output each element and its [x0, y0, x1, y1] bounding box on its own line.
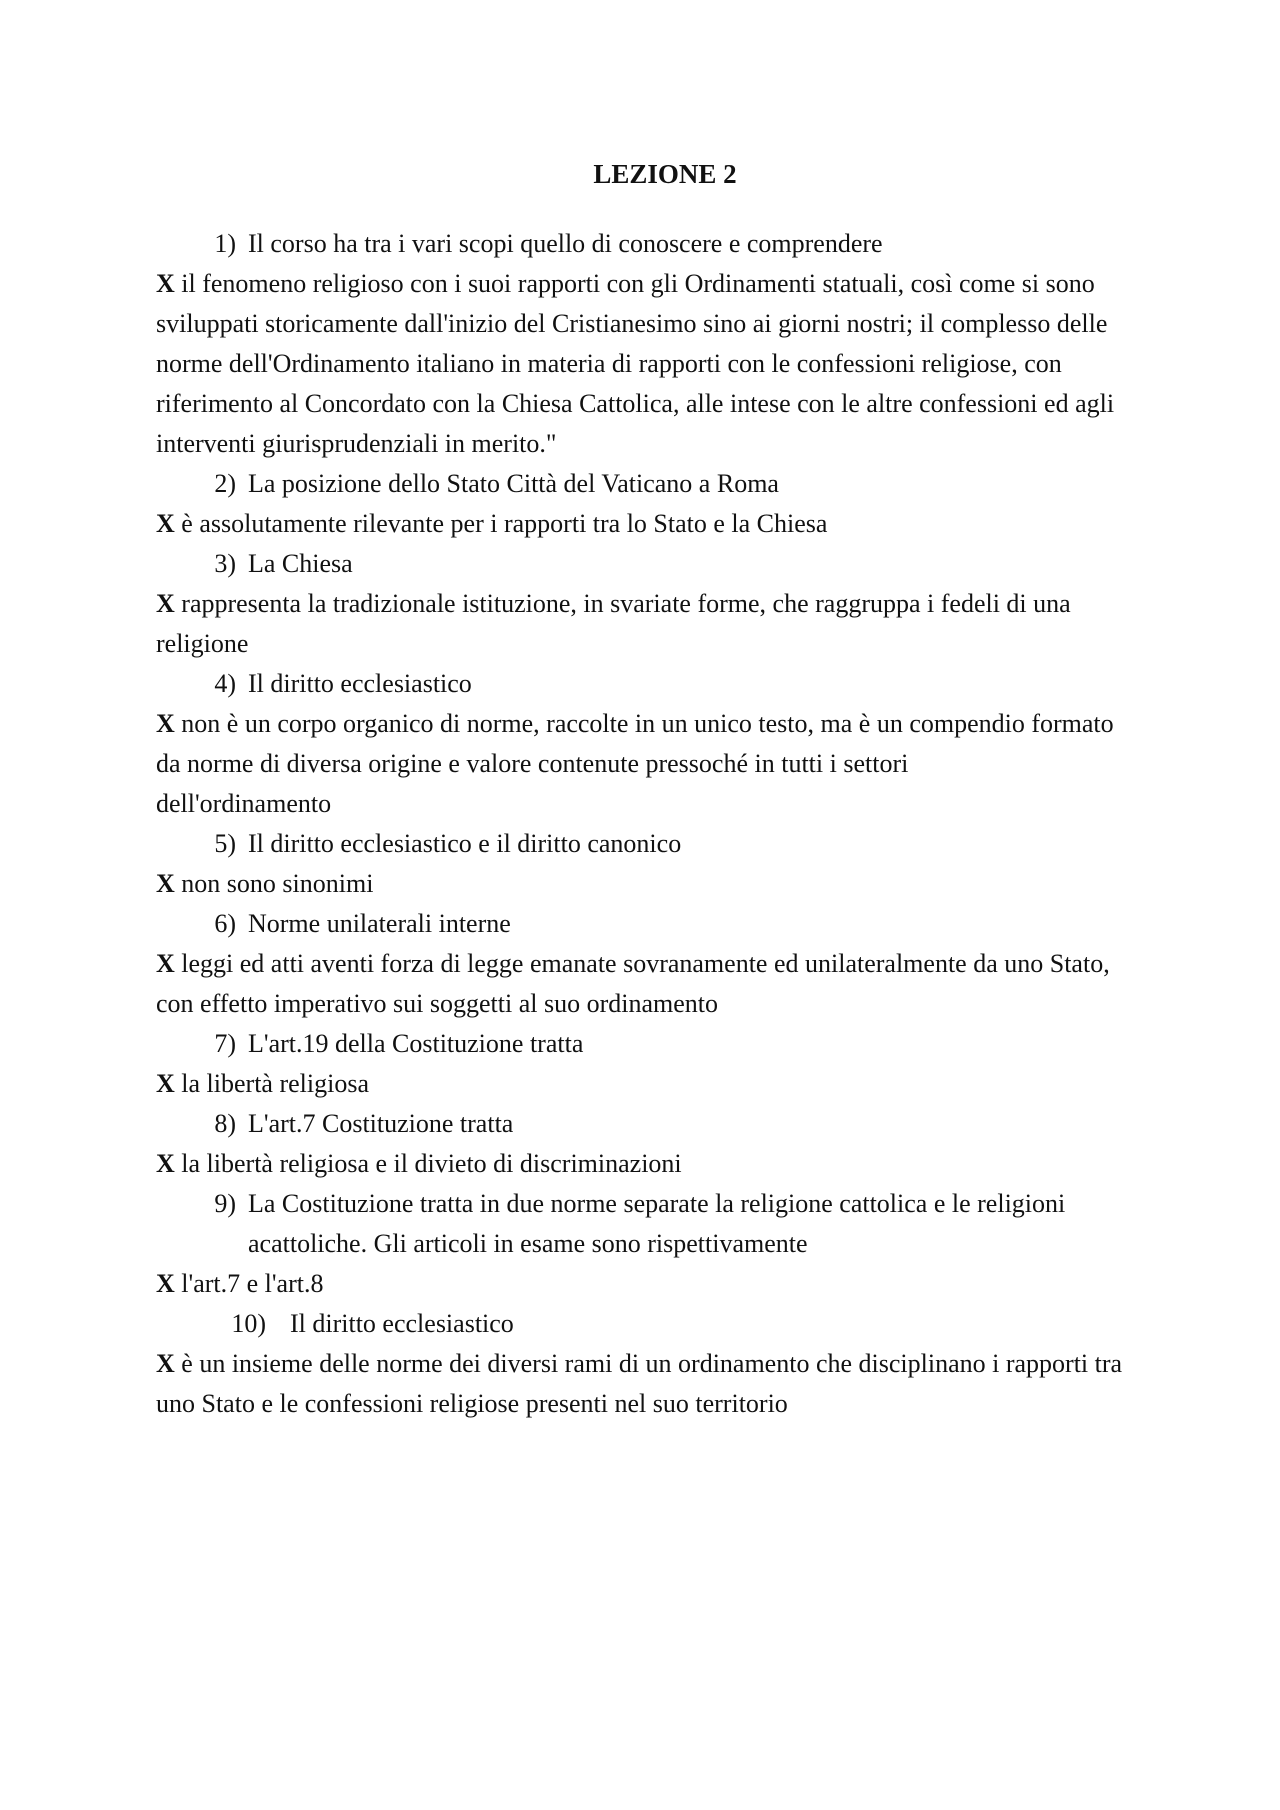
answer	[156, 1064, 1136, 1104]
question-text: La Costituzione tratta in due norme separate la religione cattolica e le religioni acattoliche. Gli articoli in esame sono rispettivamente	[248, 1189, 1066, 1258]
question-item	[156, 1184, 1136, 1264]
answer-mark: X	[156, 1149, 175, 1178]
answer-text: leggi ed atti aventi forza di legge emanate sovranamente ed unilateralmente da uno Stato, con effetto imperativo sui soggetti al suo ordinamento	[156, 949, 1110, 1018]
document-page	[156, 156, 1136, 1424]
answer-mark: X	[156, 869, 175, 898]
answer	[156, 584, 1136, 664]
question-item	[156, 544, 1136, 584]
question-text: Norme unilaterali interne	[248, 909, 511, 938]
answer-text: è assolutamente rilevante per i rapporti tra lo Stato e la Chiesa	[181, 509, 828, 538]
answer	[156, 864, 1136, 904]
answer-mark: X	[156, 1349, 175, 1378]
answer-mark: X	[156, 949, 175, 978]
question-item	[156, 1024, 1136, 1064]
question-text: Il diritto ecclesiastico	[248, 669, 472, 698]
question-number: 1)	[214, 229, 236, 258]
answer	[156, 1264, 1136, 1304]
question-number: 10)	[231, 1309, 266, 1338]
answer-continuation: dell'ordinamento	[156, 789, 332, 818]
answer-mark: X	[156, 509, 175, 538]
question-number: 7)	[214, 1029, 236, 1058]
question-number: 3)	[214, 549, 236, 578]
question-text: Il diritto ecclesiastico e il diritto canonico	[248, 829, 682, 858]
answer-text: la libertà religiosa e il divieto di discriminazioni	[181, 1149, 682, 1178]
question-number: 5)	[214, 829, 236, 858]
answer	[156, 944, 1136, 1024]
question-text: Il diritto ecclesiastico	[290, 1309, 514, 1338]
answer	[156, 1144, 1136, 1184]
question-text: La posizione dello Stato Città del Vaticano a Roma	[248, 469, 779, 498]
answer-text: la libertà religiosa	[181, 1069, 369, 1098]
answer-mark: X	[156, 709, 175, 738]
answer	[156, 704, 1136, 784]
question-item	[156, 1304, 1136, 1344]
question-text: Il corso ha tra i vari scopi quello di conoscere e comprendere	[248, 229, 883, 258]
answer-mark: X	[156, 1269, 175, 1298]
question-text: La Chiesa	[248, 549, 353, 578]
answer-text: il fenomeno religioso con i suoi rapporti con gli Ordinamenti statuali, così come si sono sviluppati storicamente dall'inizio del Cristianesimo sino ai giorni nostri; il complesso delle norme dell'Ordinamento italiano in materia di rapporti con le confessioni religiose, con riferimento al Concordato con la Chiesa Cattolica, alle intese con le altre confessioni ed agli interventi giurisprudenziali in merito."	[156, 269, 1115, 458]
answer-mark: X	[156, 269, 175, 298]
answer-text: è un insieme delle norme dei diversi rami di un ordinamento che disciplinano i rapporti tra uno Stato e le confessioni religiose presenti nel suo territorio	[156, 1349, 1123, 1418]
question-number: 9)	[214, 1189, 236, 1218]
answer-text: non è un corpo organico di norme, raccolte in un unico testo, ma è un compendio formato da norme di diversa origine e valore contenute pressoché in tutti i settori	[156, 709, 1114, 778]
question-item	[156, 1104, 1136, 1144]
answer-mark: X	[156, 1069, 175, 1098]
question-text: L'art.7 Costituzione tratta	[248, 1109, 514, 1138]
answer	[156, 264, 1136, 464]
question-number: 6)	[214, 909, 236, 938]
answer	[156, 1344, 1136, 1424]
answer-text: l'art.7 e l'art.8	[181, 1269, 324, 1298]
question-item	[156, 904, 1136, 944]
question-item	[156, 664, 1136, 704]
page-title: LEZIONE 2	[593, 159, 737, 189]
answer-mark: X	[156, 589, 175, 618]
question-number: 4)	[214, 669, 236, 698]
question-text: L'art.19 della Costituzione tratta	[248, 1029, 584, 1058]
answer	[156, 504, 1136, 544]
answer-text: rappresenta la tradizionale istituzione, in svariate forme, che raggruppa i fedeli di una religione	[156, 589, 1071, 658]
answer-text: non sono sinonimi	[181, 869, 374, 898]
question-number: 2)	[214, 469, 236, 498]
question-item	[156, 224, 1136, 264]
question-item	[156, 824, 1136, 864]
question-number: 8)	[214, 1109, 236, 1138]
question-item	[156, 464, 1136, 504]
question-list	[156, 224, 1136, 1424]
